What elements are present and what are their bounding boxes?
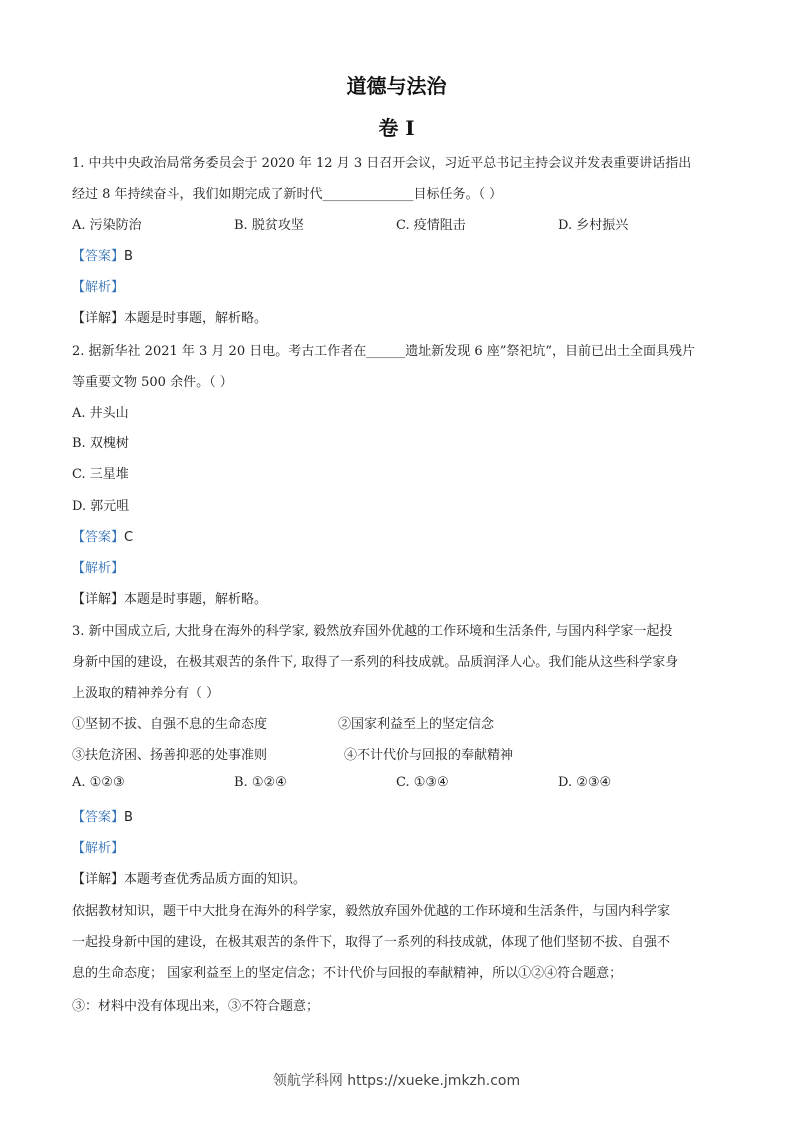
q2-option-c: C. 三星堆 (72, 467, 129, 482)
q1-option-c: C. 疫情阻击 (396, 218, 466, 233)
q3-option-d: D. ②③④ (558, 775, 612, 790)
q2-option-b: B. 双槐树 (72, 436, 129, 451)
q3-paragraph-4: ③：材料中没有体现出来，③不符合题意； (72, 999, 320, 1014)
q3-item-2: ②国家利益至上的坚定信念 (338, 717, 495, 732)
q2-detail: 【详解】本题是时事题，解析略。 (72, 592, 268, 607)
q3-option-a: A. ①②③ (72, 775, 125, 790)
q2-analysis-tag: 【解析】 (72, 561, 125, 576)
q2-stem-line-2: 等重要文物 500 余件。（ ） (72, 375, 233, 390)
q3-stem-line-1: 3. 新中国成立后, 大批身在海外的科学家, 毅然放弃国外优越的工作环境和生活条件, 与国内科学家一起投 (72, 624, 673, 639)
q1-detail: 【详解】本题是时事题，解析略。 (72, 311, 268, 326)
q2-option-d: D. 郭元咀 (72, 499, 130, 514)
q1-option-a: A. 污染防治 (72, 218, 142, 233)
q3-answer (72, 806, 133, 825)
q3-detail: 【详解】本题考查优秀品质方面的知识。 (72, 872, 307, 887)
q1-answer-tag: 【答案】 (72, 249, 125, 264)
q3-stem-line-3: 上汲取的精神养分有（ ） (72, 686, 220, 701)
footer-watermark: 领航学科网 https://xueke.jmkzh.com (272, 1073, 521, 1089)
q3-option-b: B. ①②④ (234, 775, 287, 790)
q3-analysis-tag: 【解析】 (72, 841, 125, 856)
q1-answer (72, 245, 133, 264)
q3-answer-value: B (124, 810, 133, 825)
q3-paragraph-2: 一起投身新中国的建设，在极其艰苦的条件下，取得了一系列的科技成就，体现了他们坚韧不拔、自强不 (72, 935, 671, 950)
q2-answer-tag: 【答案】 (72, 530, 125, 545)
q1-stem-line-1: 1. 中共中央政治局常务委员会于 2020 年 12 月 3 日召开会议，习近平总书记主持会议并发表重要讲话指出 (72, 156, 692, 171)
q1-analysis-tag: 【解析】 (72, 280, 125, 295)
doc-subtitle: 卷 I (378, 116, 415, 140)
doc-title: 道德与法治 (346, 74, 447, 98)
q3-item-1: ①坚韧不拔、自强不息的生命态度 (72, 717, 268, 732)
q1-answer-value: B (124, 249, 133, 264)
q1-option-d: D. 乡村振兴 (558, 218, 629, 233)
q2-stem-line-1: 2. 据新华社 2021 年 3 月 20 日电。考古工作者在______遗址新发现 6 座”祭祀坑”，目前已出土全面具残片 (72, 344, 696, 359)
q3-item-4: ④不计代价与回报的奉献精神 (344, 748, 514, 763)
q2-answer (72, 526, 133, 545)
q3-stem-line-2: 身新中国的建设，在极其艰苦的条件下, 取得了一系列的科技成就。品质润泽人心。我们能从这些科学家身 (72, 655, 679, 670)
q2-answer-value: C (124, 530, 134, 545)
q3-paragraph-1: 依据教材知识，题干中大批身在海外的科学家，毅然放弃国外优越的工作环境和生活条件，与国内科学家 (72, 904, 671, 919)
q2-option-a: A. 井头山 (72, 406, 129, 421)
q1-stem-line-2: 经过 8 年持续奋斗，我们如期完成了新时代______________目标任务。（ ） (72, 187, 503, 202)
q3-paragraph-3: 息的生命态度； 国家利益至上的坚定信念；不计代价与回报的奉献精神，所以①②④符合题意； (72, 966, 623, 981)
q1-option-b: B. 脱贫攻坚 (234, 218, 304, 233)
q3-option-c: C. ①③④ (396, 775, 449, 790)
q3-item-3: ③扶危济困、扬善抑恶的处事准则 (72, 748, 268, 763)
q3-answer-tag: 【答案】 (72, 810, 125, 825)
